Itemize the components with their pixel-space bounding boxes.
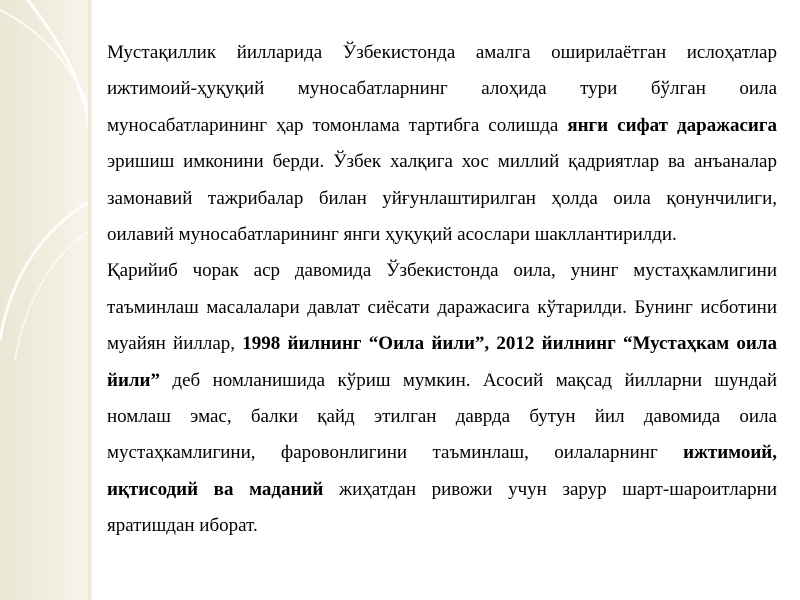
bold-phrase: 1998 йилнинг “Оила йили”, 2012 йилнинг “Мустаҳкам оила йили” <box>107 333 777 391</box>
paragraph-text: Қарийиб чорак аср давомида Ўзбекистонда оила, унинг мустаҳкамлигини таъминлаш масалалари давлат сиёсати даражасига кўтарилди. Бунинг исботини муайян йиллар, <box>107 260 777 355</box>
bold-phrase: янги сифат даражасига <box>567 114 777 136</box>
paragraph-text: эришиш имконини берди. Ўзбек халқига хос миллий қадриятлар ва анъаналар замонавий тажрибалар билан уйғунлаштирилган ҳолда оила қонунчилиги, оилавий муносабатларининг янги ҳуқуқий асослари шакллантирилди. <box>107 151 777 246</box>
paragraph-text: жиҳатдан ривожи учун зарур шарт-шароитларни яратишдан иборат. <box>107 478 778 537</box>
decorative-arcs <box>0 0 92 600</box>
paragraph-text: Мустақиллик йилларида Ўзбекистонда амалга оширилаётган ислоҳатлар ижтимоий-ҳуқуқий муносабатларнинг алоҳида тури бўлган оила муносабатларининг ҳар томонлама тартибга солишда <box>107 42 777 136</box>
paragraph-text: деб номланишида кўриш мумкин. Асосий мақсад йилларни шундай номлаш эмас, балки қайд этилган даврда бутун йил давомида оила мустаҳкамлигини, фаровонлигини таъминлаш, оилаларнинг <box>107 369 777 464</box>
band-edge <box>88 0 92 600</box>
document-body <box>107 35 777 545</box>
decorative-left-band <box>0 0 92 600</box>
paragraph-2 <box>107 253 777 544</box>
paragraph-1 <box>107 35 777 253</box>
bold-phrase: ижтимоий, иқтисодий ва маданий <box>107 442 777 500</box>
